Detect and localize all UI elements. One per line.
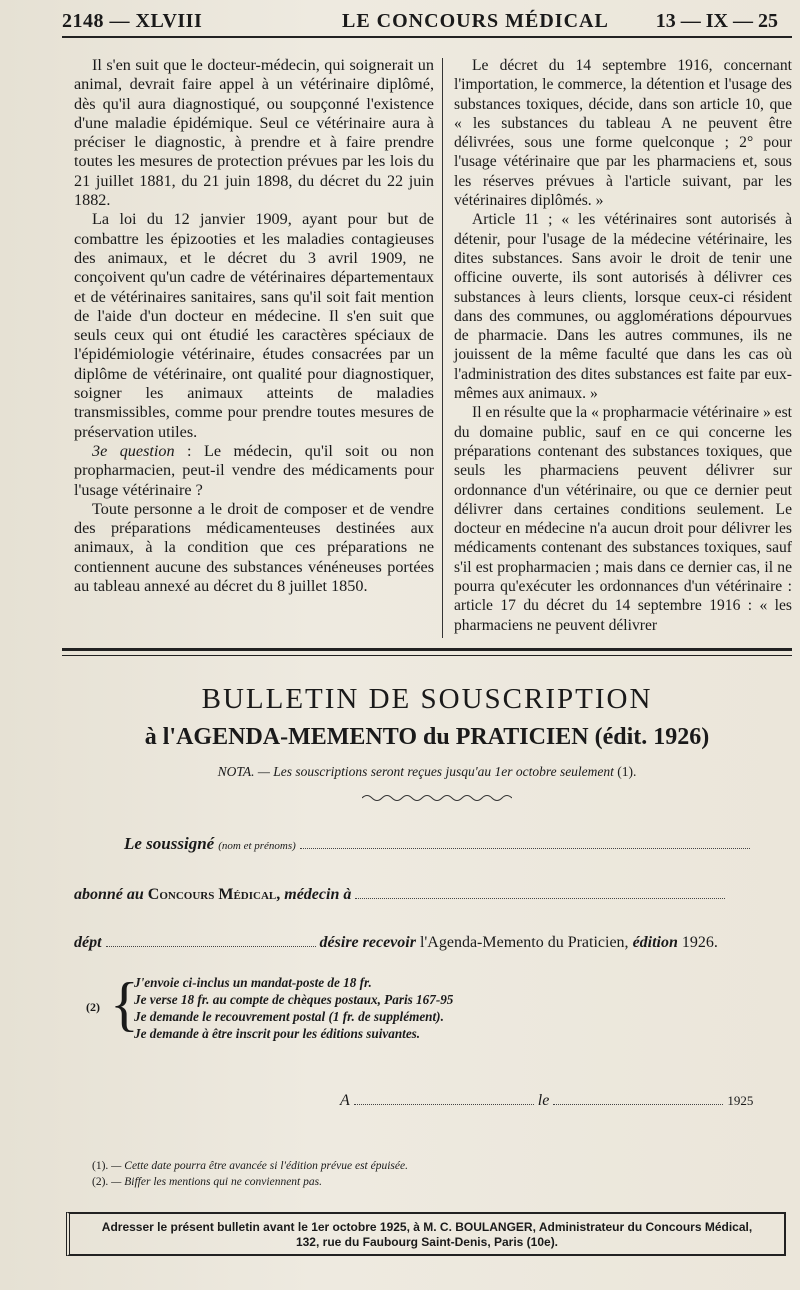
- agenda-name: l'Agenda-Memento du Praticien,: [419, 934, 629, 951]
- subscriber-field-row: [74, 884, 784, 904]
- running-header: [62, 8, 792, 38]
- paragraph: Toute personne a le droit de composer et de vendre des préparations médicamenteuses destinées aux animaux, à la condition que ces préparations ne contiennent aucune des substances vénéneuses portées au tableau annexé au décret du 8 juillet 1850.: [74, 499, 434, 596]
- department-field-row: [74, 932, 790, 952]
- option-item[interactable]: J'envoie ci-inclus un mandat-poste de 18 fr.: [134, 975, 372, 990]
- name-sublabel: (nom et prénoms): [218, 840, 296, 852]
- department-field[interactable]: [106, 932, 316, 947]
- payment-options: [134, 974, 453, 1042]
- paragraph: La loi du 12 janvier 1909, ayant pour but de combattre les épizooties et les maladies contagieuses des animaux, et le décret du 3 avril 1909, ne conçoivent qu'un cadre de vétérinaires départementaux et de vétérinaires sanitaires, sans qu'il soit fait mention de l'aide d'un docteur en médecine. Il s'en suit que seuls ceux qui ont étudié les caractères spéciaux de l'épidémiologie vétérinaire, études consacrées par un diplôme de vétérinaire, ont qualité pour diagnostiquer, soigner les animaux atteints de maladies transmissibles, comme pour prendre toutes mesures de préservation utiles.: [74, 210, 434, 441]
- name-label: Le soussigné: [124, 834, 215, 853]
- footnote-number: (1).: [92, 1160, 109, 1172]
- question-text: : Le médecin, qu'il soit ou non propharmacien, peut-il vendre des médicaments pour l'usage vétérinaire ?: [74, 441, 435, 499]
- address-line: Adresser le présent bulletin avant le 1er octobre 1925, à M. C. BOULANGER, Administrateur du Concours Médical,: [101, 1220, 753, 1234]
- option-item[interactable]: Je demande à être inscrit pour les éditions suivantes.: [134, 1026, 421, 1041]
- city-field[interactable]: [355, 884, 725, 899]
- nota-text: NOTA. — Les souscriptions seront reçues jusqu'au 1er octobre seulement: [217, 764, 618, 779]
- journal-name: Concours Médical,: [147, 886, 281, 903]
- place-label: A: [340, 1092, 350, 1109]
- paragraph-question: [74, 442, 434, 500]
- footnote-number: (2).: [92, 1176, 109, 1188]
- edition-label: édition: [632, 934, 678, 951]
- footnote-text: — Cette date pourra être avancée si l'édition prévue est épuisée.: [108, 1160, 408, 1172]
- place-date-row: [340, 1090, 770, 1110]
- separator-rule: [62, 648, 792, 651]
- column-divider: [442, 58, 443, 638]
- page-number: 2148 — XLVIII: [62, 10, 203, 32]
- journal-title: LE CONCOURS MÉDICAL: [342, 10, 609, 32]
- paragraph: Article 11 ; « les vétérinaires sont autorisés à détenir, pour l'usage de la médecine vétérinaire, les dites substances. Sans avoir le droit de tenir une officine ouverte, ils sont autorisés à délivrer ces substances à leurs clients, lorsque ceux-ci résident dans des communes, ou agglomérations dépourvues de pharmacie. Dans les autres communes, ils ne jouissent de la même faculté que dans les cas où l'administration des dites substances est faite par eux-mêmes aux animaux. »: [454, 211, 792, 403]
- date-field[interactable]: [553, 1090, 723, 1105]
- paragraph: Il en résulte que la « propharmacie vétérinaire » est du domaine public, sauf en ce qui concerne les préparations contenant des substances toxiques, que seuls les pharmaciens peuvent délivrer sur ordonnance d'un vétérinaire, ou que ce dernier peut délivrer dans certaines conditions seulement. Le docteur en médecine n'a aucun droit pour délivrer les médicaments contenant des substances toxiques, sauf s'il est propharmacien ; mais dans ce dernier cas, il ne pourra qu'exécuter les ordonnances d'un vétérinaire : article 17 du décret du 14 septembre 1916 : « les pharmaciens ne peuvent délivrer: [454, 404, 792, 634]
- name-field[interactable]: [300, 834, 750, 849]
- footnote: [92, 1174, 408, 1190]
- option-item[interactable]: Je verse 18 fr. au compte de chèques postaux, Paris 167-95: [134, 992, 454, 1007]
- date-label: le: [537, 1092, 550, 1109]
- option-item[interactable]: Je demande le recouvrement postal (1 fr. de supplément).: [134, 1009, 444, 1024]
- question-label: 3e question: [92, 441, 175, 460]
- edition-year: 1926.: [681, 934, 718, 951]
- right-column: [454, 56, 792, 635]
- bulletin-title: BULLETIN DE SOUSCRIPTION: [201, 683, 653, 715]
- footnote-text: — Biffer les mentions qui ne conviennent pas.: [108, 1176, 322, 1188]
- year-label: 1925: [727, 1093, 754, 1108]
- left-column: [74, 56, 434, 596]
- footnote: [92, 1158, 408, 1174]
- options-ref: (2): [86, 1000, 100, 1014]
- city-label: médecin à: [284, 886, 352, 903]
- place-field[interactable]: [354, 1090, 534, 1105]
- separator-rule: [62, 655, 792, 656]
- name-field-row: [124, 834, 784, 854]
- paragraph: Il s'en suit que le docteur-médecin, qui soignerait un animal, devrait faire appel à un vétérinaire diplômé, dès qu'il aura diagnostiqué, ou soupçonné l'existence d'une maladie épidémique. Seul ce vétérinaire aura à préciser le diagnostic, à prendre et à faire prendre toutes les mesures de protection prévues par les lois du 21 juillet 1881, du 21 juin 1898, du décret du 22 juin 1882.: [74, 56, 434, 210]
- footnotes: [92, 1158, 408, 1190]
- nota-ref: (1).: [617, 764, 637, 779]
- department-label: dépt: [74, 934, 102, 951]
- bulletin-nota: [62, 764, 792, 780]
- ornament-squiggle: [362, 793, 512, 803]
- address-box: [66, 1212, 786, 1256]
- wish-label: désire recevoir: [319, 934, 416, 951]
- brace-symbol: {: [110, 971, 139, 1037]
- subscriber-label: abonné au: [74, 886, 144, 903]
- bulletin-subtitle: à l'AGENDA-MEMENTO du PRATICIEN (édit. 1926): [144, 724, 710, 750]
- address-line: 132, rue du Faubourg Saint-Denis, Paris (10e).: [295, 1235, 559, 1249]
- paragraph: Le décret du 14 septembre 1916, concernant l'importation, le commerce, la détention et l'usage des substances toxiques, décide, dans son article 10, que « les substances du tableau A ne peuvent être délivrées, sous une forme quelconque ; 2° pour l'usage vétérinaire que par les pharmaciens et, sous les réserves prévues à l'article suivant, par les vétérinaires diplômés. »: [454, 57, 792, 210]
- issue-date: 13 — IX — 25: [655, 10, 778, 32]
